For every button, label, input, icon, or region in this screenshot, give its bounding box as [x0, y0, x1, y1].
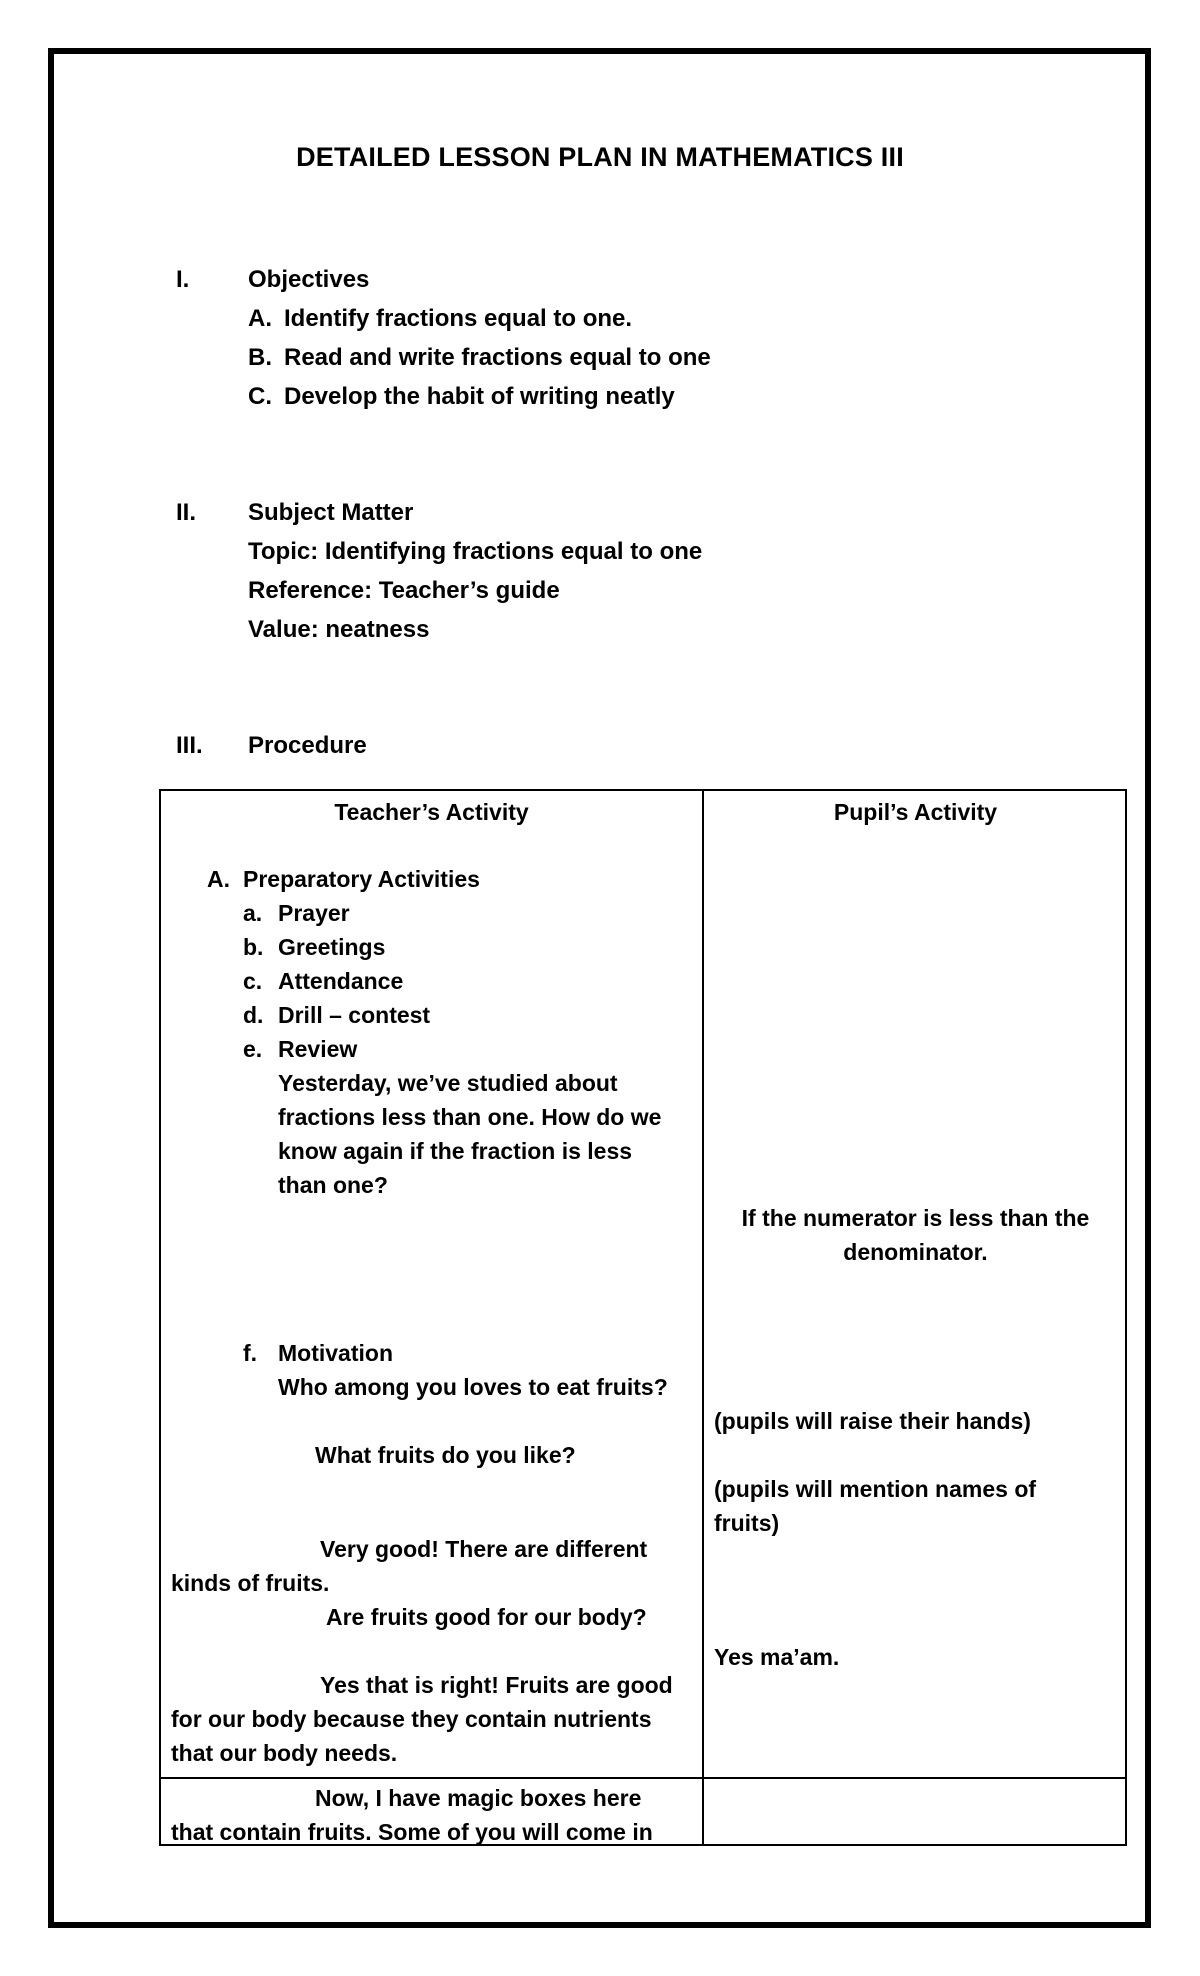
row-divider	[161, 1777, 1125, 1779]
pupil-response: fruits)	[714, 1510, 780, 1536]
teacher-question: Who among you loves to eat fruits?	[278, 1374, 668, 1400]
objective-item: Develop the habit of writing neatly	[284, 383, 675, 410]
topic-line: Topic: Identifying fractions equal to one	[248, 538, 703, 565]
step-letter: e.	[243, 1036, 263, 1062]
step-text: Attendance	[278, 968, 404, 994]
teacher-remark: that our body needs.	[171, 1740, 398, 1766]
procedure-table	[159, 789, 1127, 1846]
objective-letter: A.	[248, 305, 272, 332]
teacher-question: Are fruits good for our body?	[326, 1604, 647, 1630]
pupil-answer: denominator.	[843, 1239, 988, 1265]
reference-line: Reference: Teacher’s guide	[248, 577, 560, 604]
pupil-answer: If the numerator is less than the	[741, 1205, 1090, 1231]
motivation-heading: Motivation	[278, 1340, 393, 1366]
teacher-instruction: Now, I have magic boxes here	[315, 1785, 642, 1811]
teacher-remark: for our body because they contain nutrients	[171, 1706, 652, 1732]
step-text: Greetings	[278, 934, 386, 960]
objective-letter: C.	[248, 383, 272, 410]
review-text: than one?	[278, 1172, 388, 1198]
objective-item: Read and write fractions equal to one	[284, 344, 711, 371]
teacher-question: What fruits do you like?	[315, 1442, 576, 1468]
subject-matter-numeral: II.	[176, 499, 197, 526]
subject-matter-heading: Subject Matter	[248, 499, 414, 526]
document-title: DETAILED LESSON PLAN IN MATHEMATICS III	[296, 142, 904, 172]
step-text: Drill – contest	[278, 1002, 431, 1028]
step-letter: a.	[243, 900, 263, 926]
teacher-remark: Very good! There are different	[320, 1536, 648, 1562]
pupil-response: (pupils will mention names of	[714, 1476, 1037, 1502]
pupil-activity-header: Pupil’s Activity	[833, 799, 998, 825]
prep-heading: Preparatory Activities	[243, 866, 480, 892]
review-text: fractions less than one. How do we	[278, 1104, 662, 1130]
teacher-remark: Yes that is right! Fruits are good	[320, 1672, 673, 1698]
teacher-activity-header: Teacher’s Activity	[334, 799, 529, 825]
pupil-response: (pupils will raise their hands)	[714, 1408, 1031, 1434]
procedure-numeral: III.	[176, 732, 203, 759]
prep-letter: A.	[207, 866, 230, 892]
objective-item: Identify fractions equal to one.	[284, 305, 633, 332]
objectives-numeral: I.	[176, 266, 190, 293]
procedure-heading: Procedure	[248, 732, 367, 759]
review-text: know again if the fraction is less	[278, 1138, 633, 1164]
step-letter: c.	[243, 968, 263, 994]
value-line: Value: neatness	[248, 616, 430, 643]
objective-letter: B.	[248, 344, 272, 371]
teacher-instruction: that contain fruits. Some of you will come in	[171, 1819, 653, 1845]
step-letter: d.	[243, 1002, 264, 1028]
step-text: Prayer	[278, 900, 350, 926]
step-letter: b.	[243, 934, 264, 960]
column-divider	[702, 791, 704, 1844]
motivation-letter: f.	[243, 1340, 258, 1366]
teacher-remark: kinds of fruits.	[171, 1570, 330, 1596]
review-text: Yesterday, we’ve studied about	[278, 1070, 618, 1096]
step-text: Review	[278, 1036, 358, 1062]
objectives-heading: Objectives	[248, 266, 370, 293]
pupil-response: Yes ma’am.	[714, 1644, 840, 1670]
